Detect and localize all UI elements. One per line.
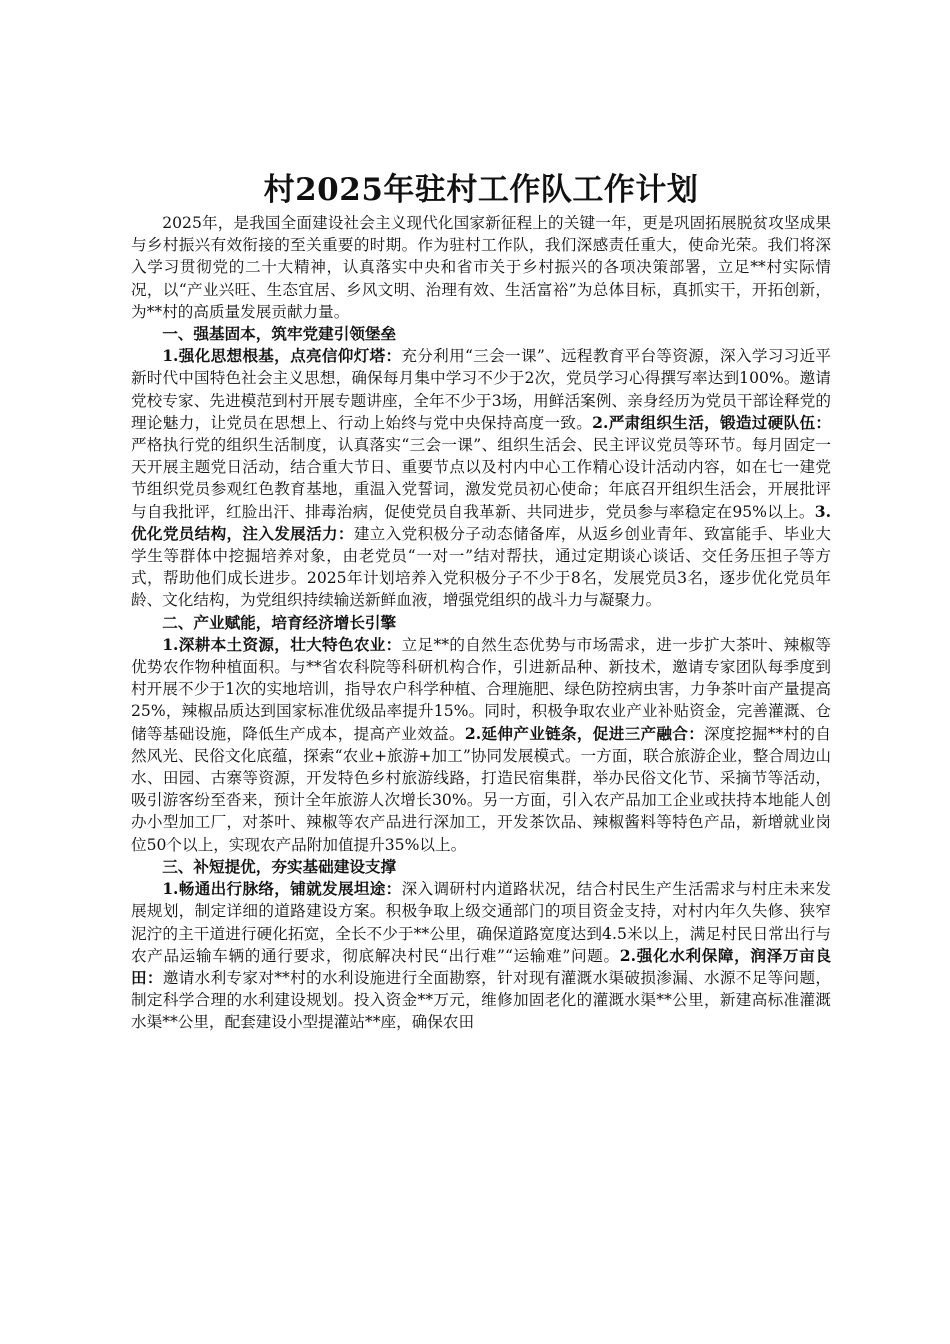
section-2-item-2-label: 2.延伸产业链条，促进三产融合： xyxy=(464,723,705,743)
section-1-item-1-text: 充分利用“三会一课”、远程教育平台等资源，深入学习习近平新时代中国特色社会主义思想，确保每月集中学习不少于2次，党员学习心得撰写率达到100%。邀请党校专家、先进模范到村开展专题讲座，全年不少于3场，用鲜活案例、亲身经历为党员干部诠释党的理论魅力，让党员在思想上、行动上始终与党中央保持高度一致。 xyxy=(131,347,832,432)
section-1-item-2-text: 严格执行党的组织生活制度，认真落实“三会一课”、组织生活会、民主评议党员等环节。每月固定一天开展主题党日活动，结合重大节日、重要节点以及村内中心工作精心设计活动内容，如在七一建党节组织党员参观红色教育基地，重温入党誓词，激发党员初心使命；年底召开组织生活会，开展批评与自我批评，红脸出汗、排毒治病，促使党员自我革新、共同进步，党员参与率稳定在95%以上。 xyxy=(131,436,831,521)
section-1-item-3-label: 3.优化党员结构，注入发展活力： xyxy=(131,501,831,543)
section-3-item-1-text: 深入调研村内道路状况，结合村民生产生活需求与村庄未来发展规划，制定详细的道路建设方案。积极争取上级交通部门的项目资金支持，对村内年久失修、狭窄泥泞的主干道进行硬化拓宽，全长不少于**公里，确保道路宽度达到4.5米以上，满足村民日常出行与农产品运输车辆的通行要求，彻底解决村民“出行难”“运输难”问题。 xyxy=(131,880,831,965)
section-2-heading: 二、产业赋能，培育经济增长引擎 xyxy=(162,612,397,632)
section-3-item-2-text: 邀请水利专家对**村的水利设施进行全面勘察，针对现有灌溉水渠破损渗漏、水源不足等问题，制定科学合理的水利建设规划。投入资金**万元，维修加固老化的灌溉水渠**公里，新建高标准灌溉水渠**公里，配套建设小型提灌站**座，确保农田 xyxy=(131,968,831,1032)
section-1-heading: 一、强基固本，筑牢党建引领堡垒 xyxy=(162,324,397,344)
section-3-heading: 三、补短提优，夯实基础建设支撑 xyxy=(162,856,397,876)
section-3-paragraph xyxy=(131,878,831,1033)
intro-paragraph: 2025年，是我国全面建设社会主义现代化国家新征程上的关键一年，更是巩固拓展脱贫攻坚成果与乡村振兴有效衔接的至关重要的时期。作为驻村工作队，我们深感责任重大，使命光荣。我们将深入学习贯彻党的二十大精神，认真落实中央和省市关于乡村振兴的各项决策部署，立足**村实际情况，以“产业兴旺、生态宜居、乡风文明、治理有效、生活富裕”为总体目标，真抓实干，开拓创新，为**村的高质量发展贡献力量。 xyxy=(131,214,831,321)
section-1-item-1-label: 1.强化思想根基，点亮信仰灯塔： xyxy=(162,346,402,366)
section-3-item-2-label: 2.强化水利保障，润泽万亩良田： xyxy=(131,945,832,987)
section-2-paragraph xyxy=(131,634,831,856)
section-1-paragraph xyxy=(131,345,831,611)
section-2-item-2-text: 深度挖掘**村的自然风光、民俗文化底蕴，探索“农业+旅游+加工”协同发展模式。一方面，联合旅游企业，整合周边山水、田园、古寨等资源，开发特色乡村旅游线路，打造民宿集群，举办民俗文化节、采摘节等活动，吸引游客纷至沓来，预计全年旅游人次增长30%。另一方面，引入农产品加工企业或扶持本地能人创办小型加工厂，对茶叶、辣椒等农产品进行深加工，开发茶饮品、辣椒酱料等特色产品，新增就业岗位50个以上，实现农产品附加值提升35%以上。 xyxy=(131,724,831,854)
section-2-item-1-text: 立足**的自然生态优势与市场需求，进一步扩大茶叶、辣椒等优势农作物种植面积。与**省农科院等科研机构合作，引进新品种、新技术，邀请专家团队每季度到村开展不少于1次的实地培训，指导农户科学种植、合理施肥、绿色防控病虫害，力争茶叶亩产量提高25%，辣椒品质达到国家标准优级品率提升15%。同时，积极争取农业产业补贴资金，完善灌溉、仓储等基础设施，降低生产成本，提高产业效益。 xyxy=(131,635,831,743)
section-1-item-3-text: 建立入党积极分子动态储备库，从返乡创业青年、致富能手、毕业大学生等群体中挖掘培养对象，由老党员“一对一”结对帮扶，通过定期谈心谈话、交任务压担子等方式，帮助他们成长进步。2025年计划培养入党积极分子不少于8名，发展党员3名，逐步优化党员年龄、文化结构，为党组织持续输送新鲜血液，增强党组织的战斗力与凝聚力。 xyxy=(131,524,831,610)
section-3-item-1-label: 1.畅通出行脉络，铺就发展坦途： xyxy=(162,879,402,899)
section-2-item-1-label: 1.深耕本土资源，壮大特色农业： xyxy=(162,634,402,654)
document-page xyxy=(131,170,831,1034)
document-title: 村2025年驻村工作队工作计划 xyxy=(263,172,699,208)
section-1-item-2-label: 2.严肃组织生活，锻造过硬队伍： xyxy=(592,412,831,432)
